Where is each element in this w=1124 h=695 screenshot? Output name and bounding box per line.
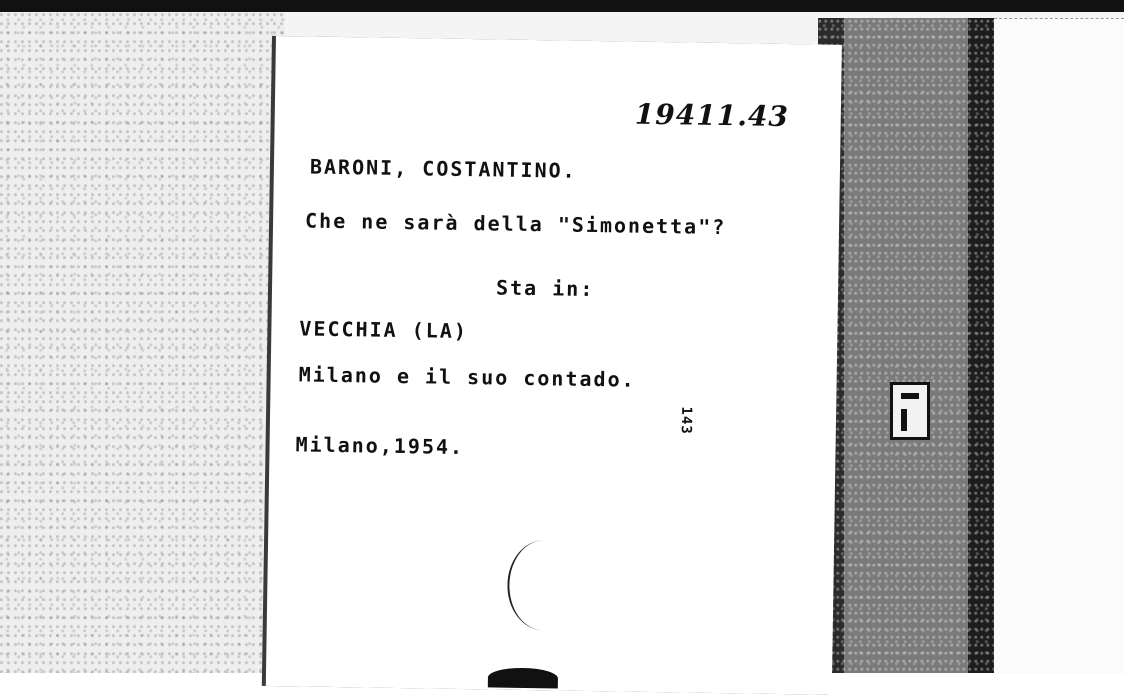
scan-top-border	[0, 0, 1124, 12]
hole-mark	[507, 540, 580, 631]
author-line: BARONI, COSTANTINO.	[309, 154, 577, 183]
catalog-card	[266, 36, 842, 695]
scan-left-background	[0, 12, 285, 673]
scan-right-background	[994, 18, 1124, 674]
in-label: Sta in:	[495, 275, 595, 302]
title-line: Che ne sarà della "Simonetta"?	[304, 208, 727, 240]
source-subtitle-line: Milano e il suo contado.	[298, 362, 636, 392]
side-mark: 143	[677, 406, 695, 435]
clip-icon	[890, 382, 930, 440]
scan-right-shadow	[818, 18, 994, 673]
bottom-punch-mark	[488, 667, 558, 688]
source-title-line: VECCHIA (LA)	[299, 316, 469, 344]
handwritten-number: 19411.43	[634, 97, 790, 134]
place-year-line: Milano,1954.	[295, 432, 465, 460]
